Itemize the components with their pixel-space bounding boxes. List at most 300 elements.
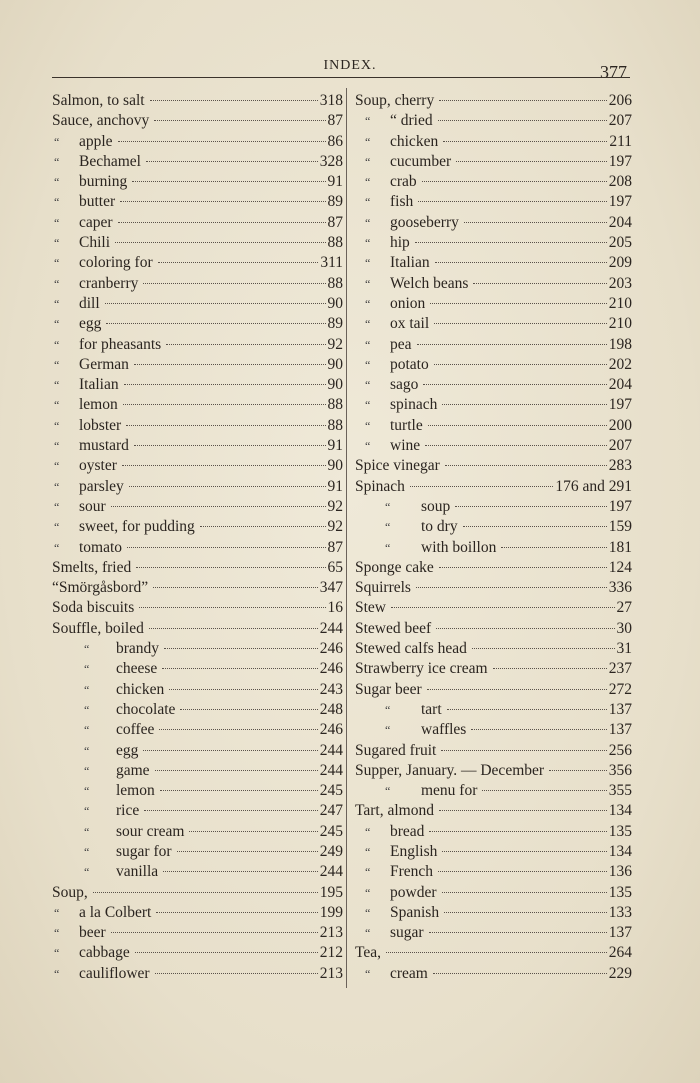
entry-page-number: 328	[319, 152, 343, 170]
entry-page-number: 90	[327, 355, 343, 373]
entry-term: menu for	[421, 782, 478, 800]
index-entry	[355, 92, 632, 112]
index-entry	[355, 965, 632, 985]
index-entry	[52, 478, 343, 498]
dot-leader	[126, 424, 325, 426]
entry-page-number: 88	[327, 416, 343, 434]
index-entry	[355, 498, 632, 518]
ditto-mark: “	[54, 276, 60, 291]
dot-leader	[155, 769, 318, 771]
entry-page-number: 31	[616, 640, 632, 658]
ditto-mark: “	[365, 114, 371, 129]
dot-leader	[482, 789, 606, 791]
index-entry	[52, 640, 343, 660]
index-entry	[52, 336, 343, 356]
dot-leader	[444, 911, 607, 913]
entry-term: Spanish	[390, 903, 440, 921]
entry-term: burning	[79, 173, 128, 191]
index-entry	[355, 762, 632, 782]
index-entry	[355, 336, 632, 356]
entry-page-number: 30	[616, 619, 632, 637]
ditto-mark: “	[54, 520, 60, 535]
dot-leader	[441, 749, 606, 751]
index-entry	[355, 396, 632, 416]
dot-leader	[166, 343, 325, 345]
dot-leader	[438, 870, 607, 872]
page-header: INDEX.	[323, 58, 377, 73]
index-entry	[355, 944, 632, 964]
ditto-mark: “	[84, 743, 90, 758]
dot-leader	[445, 464, 607, 466]
page-number: 377	[600, 62, 627, 82]
entry-term: rice	[116, 802, 140, 820]
entry-page-number: 229	[608, 964, 632, 982]
index-entry	[355, 823, 632, 843]
index-entry	[52, 944, 343, 964]
index-entry	[355, 193, 632, 213]
index-entry	[52, 823, 343, 843]
dot-leader	[473, 282, 606, 284]
index-entry	[52, 599, 343, 619]
dot-leader	[149, 627, 318, 629]
ditto-mark: “	[54, 398, 60, 413]
index-entry	[52, 275, 343, 295]
index-entry	[355, 742, 632, 762]
entry-page-number: 91	[327, 173, 343, 191]
dot-leader	[425, 444, 607, 446]
index-entry	[52, 721, 343, 741]
index-entry	[355, 884, 632, 904]
entry-page-number: 197	[608, 497, 632, 515]
ditto-mark: “	[365, 296, 371, 311]
index-entry	[52, 214, 343, 234]
index-entry	[355, 214, 632, 234]
ditto-mark: “	[365, 966, 371, 981]
index-entry	[52, 417, 343, 437]
dot-leader	[156, 911, 317, 913]
dot-leader	[442, 850, 606, 852]
ditto-mark: “	[385, 499, 391, 514]
entry-page-number: 210	[608, 315, 632, 333]
entry-term: Spinach	[355, 477, 405, 495]
entry-term: oyster	[79, 457, 117, 475]
dot-leader	[105, 302, 326, 304]
entry-term: Salmon, to salt	[52, 92, 145, 109]
index-entry	[52, 193, 343, 213]
entry-term: cucumber	[390, 152, 452, 170]
entry-page-number: 181	[608, 538, 632, 556]
entry-term: Chili	[79, 234, 111, 252]
dot-leader	[134, 363, 326, 365]
entry-term: chocolate	[116, 700, 176, 718]
index-entry	[355, 275, 632, 295]
entry-term: crab	[390, 173, 417, 191]
entry-term: dill	[79, 294, 100, 312]
index-entry	[52, 742, 343, 762]
entry-term: pea	[390, 335, 412, 353]
entry-page-number: 135	[608, 822, 632, 840]
entry-page-number: 356	[608, 761, 632, 779]
ditto-mark: “	[365, 824, 371, 839]
ditto-mark: “	[54, 905, 60, 920]
entry-term: waffles	[421, 721, 467, 739]
header-rule	[52, 77, 630, 78]
index-entry	[355, 701, 632, 721]
entry-page-number: 246	[319, 640, 343, 658]
entry-page-number: 88	[327, 274, 343, 292]
dot-leader	[129, 485, 326, 487]
entry-term: sugar	[390, 924, 424, 942]
dot-leader	[189, 830, 317, 832]
entry-page-number: 210	[608, 294, 632, 312]
entry-page-number: 245	[319, 782, 343, 800]
index-column-left	[52, 92, 343, 985]
entry-page-number: 245	[319, 822, 343, 840]
index-entry	[52, 437, 343, 457]
entry-page-number: 204	[608, 213, 632, 231]
entry-term: chicken	[116, 680, 165, 698]
entry-term: Soda biscuits	[52, 599, 135, 617]
dot-leader	[391, 606, 615, 608]
entry-term: coffee	[116, 721, 155, 739]
index-entry	[355, 356, 632, 376]
entry-page-number: 311	[320, 254, 343, 272]
index-entry	[52, 153, 343, 173]
entry-page-number: 159	[608, 518, 632, 536]
index-entry	[52, 254, 343, 274]
dot-leader	[436, 627, 614, 629]
entry-page-number: 264	[608, 944, 632, 962]
index-entry	[355, 904, 632, 924]
entry-page-number: 65	[327, 558, 343, 576]
index-entry	[52, 234, 343, 254]
index-entry	[355, 599, 632, 619]
index-entry	[52, 579, 343, 599]
ditto-mark: “	[54, 540, 60, 555]
dot-leader	[455, 505, 606, 507]
dot-leader	[443, 140, 607, 142]
entry-page-number: 176 and 291	[555, 477, 632, 495]
ditto-mark: “	[54, 175, 60, 190]
entry-page-number: 134	[608, 842, 632, 860]
entry-term: “ dried	[390, 112, 433, 130]
dot-leader	[464, 221, 607, 223]
entry-page-number: 205	[608, 234, 632, 252]
ditto-mark: “	[365, 256, 371, 271]
entry-page-number: 87	[327, 538, 343, 556]
dot-leader	[434, 363, 607, 365]
entry-term: Squirrels	[355, 579, 411, 597]
index-entry	[355, 640, 632, 660]
entry-page-number: 27	[616, 599, 632, 617]
dot-leader	[93, 891, 318, 893]
dot-leader	[433, 972, 607, 974]
entry-term: lemon	[116, 782, 155, 800]
dot-leader	[111, 931, 318, 933]
ditto-mark: “	[84, 682, 90, 697]
entry-page-number: 137	[608, 721, 632, 739]
entry-term: bread	[390, 822, 425, 840]
ditto-mark: “	[385, 520, 391, 535]
entry-page-number: 92	[327, 518, 343, 536]
index-entry	[355, 843, 632, 863]
dot-leader	[493, 667, 607, 669]
index-entry	[355, 295, 632, 315]
entry-term: onion	[390, 294, 426, 312]
index-entry	[52, 924, 343, 944]
dot-leader	[418, 200, 607, 202]
entry-term: Soup, cherry	[355, 92, 435, 109]
index-entry	[52, 660, 343, 680]
entry-page-number: 209	[608, 254, 632, 272]
dot-leader	[150, 99, 318, 101]
entry-term: Smelts, fried	[52, 558, 132, 576]
ditto-mark: “	[365, 215, 371, 230]
dot-leader	[124, 383, 326, 385]
entry-term: chicken	[390, 132, 439, 150]
ditto-mark: “	[54, 378, 60, 393]
entry-term: to dry	[421, 518, 458, 536]
entry-term: sweet, for pudding	[79, 518, 195, 536]
index-entry	[52, 904, 343, 924]
entry-page-number: 199	[319, 903, 343, 921]
dot-leader	[435, 261, 607, 263]
entry-term: Supper, January. — December	[355, 761, 545, 779]
dot-leader	[430, 302, 606, 304]
entry-term: tart	[421, 700, 442, 718]
entry-page-number: 244	[319, 761, 343, 779]
index-entry	[355, 254, 632, 274]
dot-leader	[153, 586, 318, 588]
entry-page-number: 89	[327, 315, 343, 333]
dot-leader	[439, 566, 607, 568]
index-entry	[355, 437, 632, 457]
index-entry	[355, 315, 632, 335]
entry-term: parsley	[79, 477, 124, 495]
dot-leader	[146, 160, 318, 162]
entry-page-number: 355	[608, 782, 632, 800]
dot-leader	[439, 809, 607, 811]
column-divider	[346, 88, 347, 988]
dot-leader	[447, 708, 607, 710]
dot-leader	[120, 200, 325, 202]
dot-leader	[429, 931, 607, 933]
dot-leader	[155, 972, 318, 974]
entry-page-number: 203	[608, 274, 632, 292]
ditto-mark: “	[84, 723, 90, 738]
entry-page-number: 89	[327, 193, 343, 211]
entry-page-number: 213	[319, 964, 343, 982]
entry-page-number: 16	[327, 599, 343, 617]
entry-term: Welch beans	[390, 274, 469, 292]
entry-term: Italian	[79, 376, 119, 394]
index-entry	[52, 457, 343, 477]
entry-term: for pheasants	[79, 335, 162, 353]
ditto-mark: “	[365, 885, 371, 900]
dot-leader	[159, 728, 317, 730]
entry-term: French	[390, 863, 434, 881]
entry-page-number: 249	[319, 842, 343, 860]
entry-page-number: 92	[327, 335, 343, 353]
ditto-mark: “	[54, 134, 60, 149]
index-entry	[52, 762, 343, 782]
entry-page-number: 246	[319, 660, 343, 678]
entry-term: Bechamel	[79, 152, 141, 170]
ditto-mark: “	[365, 357, 371, 372]
index-entry	[355, 782, 632, 802]
entry-term: Stewed calfs head	[355, 640, 467, 658]
ditto-mark: “	[84, 662, 90, 677]
ditto-mark: “	[54, 317, 60, 332]
index-entry	[355, 863, 632, 883]
dot-leader	[127, 546, 325, 548]
index-entry	[355, 579, 632, 599]
dot-leader	[123, 403, 326, 405]
entry-page-number: 272	[608, 680, 632, 698]
dot-leader	[200, 525, 326, 527]
entry-page-number: 87	[327, 213, 343, 231]
dot-leader	[143, 749, 317, 751]
index-entry	[355, 133, 632, 153]
index-entry	[52, 133, 343, 153]
index-entry	[52, 356, 343, 376]
index-entry	[355, 802, 632, 822]
entry-page-number: 208	[608, 173, 632, 191]
entry-term: tomato	[79, 538, 123, 556]
entry-term: Stewed beef	[355, 619, 432, 637]
index-entry	[52, 884, 343, 904]
index-entry	[355, 620, 632, 640]
entry-page-number: 198	[608, 335, 632, 353]
index-entry	[52, 498, 343, 518]
entry-page-number: 92	[327, 497, 343, 515]
index-entry	[355, 721, 632, 741]
entry-page-number: 200	[608, 416, 632, 434]
dot-leader	[180, 708, 317, 710]
dot-leader	[136, 566, 325, 568]
entry-term: wine	[390, 437, 421, 455]
ditto-mark: “	[365, 195, 371, 210]
entry-term: cranberry	[79, 274, 139, 292]
entry-page-number: 197	[608, 193, 632, 211]
entry-term: Strawberry ice cream	[355, 660, 488, 678]
entry-term: cream	[390, 964, 428, 982]
dot-leader	[472, 647, 615, 649]
dot-leader	[158, 261, 319, 263]
entry-term: Tea,	[355, 944, 382, 962]
index-entry	[52, 802, 343, 822]
dot-leader	[163, 870, 318, 872]
entry-page-number: 246	[319, 721, 343, 739]
entry-term: egg	[116, 741, 139, 759]
ditto-mark: “	[365, 317, 371, 332]
dot-leader	[134, 444, 326, 446]
dot-leader	[386, 951, 607, 953]
dot-leader	[118, 140, 326, 142]
index-entry	[52, 396, 343, 416]
entry-term: fish	[390, 193, 414, 211]
ditto-mark: “	[54, 439, 60, 454]
entry-page-number: 135	[608, 883, 632, 901]
dot-leader	[164, 647, 318, 649]
entry-page-number: 90	[327, 457, 343, 475]
entry-term: gooseberry	[390, 213, 459, 231]
entry-page-number: 207	[608, 112, 632, 130]
entry-term: coloring for	[79, 254, 153, 272]
entry-term: sugar for	[116, 842, 172, 860]
index-entry	[355, 153, 632, 173]
entry-page-number: 247	[319, 802, 343, 820]
entry-page-number: 207	[608, 437, 632, 455]
ditto-mark: “	[54, 357, 60, 372]
index-entry	[355, 234, 632, 254]
ditto-mark: “	[385, 723, 391, 738]
ditto-mark: “	[365, 276, 371, 291]
ditto-mark: “	[365, 175, 371, 190]
entry-page-number: 137	[608, 700, 632, 718]
dot-leader	[135, 951, 318, 953]
index-entry	[52, 295, 343, 315]
index-entry	[355, 112, 632, 132]
entry-term: egg	[79, 315, 102, 333]
entry-page-number: 87	[327, 112, 343, 130]
dot-leader	[442, 891, 607, 893]
dot-leader	[428, 424, 607, 426]
entry-page-number: 248	[319, 700, 343, 718]
entry-page-number: 212	[319, 944, 343, 962]
ditto-mark: “	[365, 154, 371, 169]
index-entry	[355, 660, 632, 680]
entry-term: Tart, almond	[355, 802, 434, 820]
entry-term: game	[116, 761, 150, 779]
entry-page-number: 244	[319, 741, 343, 759]
ditto-mark: “	[54, 256, 60, 271]
entry-term: cauliflower	[79, 964, 150, 982]
entry-page-number: 124	[608, 558, 632, 576]
dot-leader	[471, 728, 606, 730]
entry-page-number: 336	[608, 579, 632, 597]
ditto-mark: “	[365, 134, 371, 149]
entry-term: ox tail	[390, 315, 430, 333]
ditto-mark: “	[54, 215, 60, 230]
entry-page-number: 88	[327, 234, 343, 252]
ditto-mark: “	[365, 378, 371, 393]
entry-term: turtle	[390, 416, 423, 434]
dot-leader	[144, 809, 318, 811]
entry-term: cheese	[116, 660, 158, 678]
ditto-mark: “	[54, 946, 60, 961]
entry-term: hip	[390, 234, 410, 252]
entry-page-number: 133	[608, 903, 632, 921]
entry-page-number: 88	[327, 396, 343, 414]
entry-term: German	[79, 355, 129, 373]
ditto-mark: “	[84, 865, 90, 880]
entry-term: lemon	[79, 396, 118, 414]
entry-page-number: 86	[327, 132, 343, 150]
entry-page-number: 347	[319, 579, 343, 597]
entry-term: brandy	[116, 640, 160, 658]
entry-term: Sauce, anchovy	[52, 112, 150, 130]
entry-page-number: 197	[608, 152, 632, 170]
index-entry	[52, 681, 343, 701]
entry-term: cabbage	[79, 944, 130, 962]
dot-leader	[160, 789, 318, 791]
ditto-mark: “	[365, 865, 371, 880]
ditto-mark: “	[54, 926, 60, 941]
dot-leader	[169, 688, 318, 690]
index-entry	[52, 173, 343, 193]
entry-page-number: 137	[608, 924, 632, 942]
